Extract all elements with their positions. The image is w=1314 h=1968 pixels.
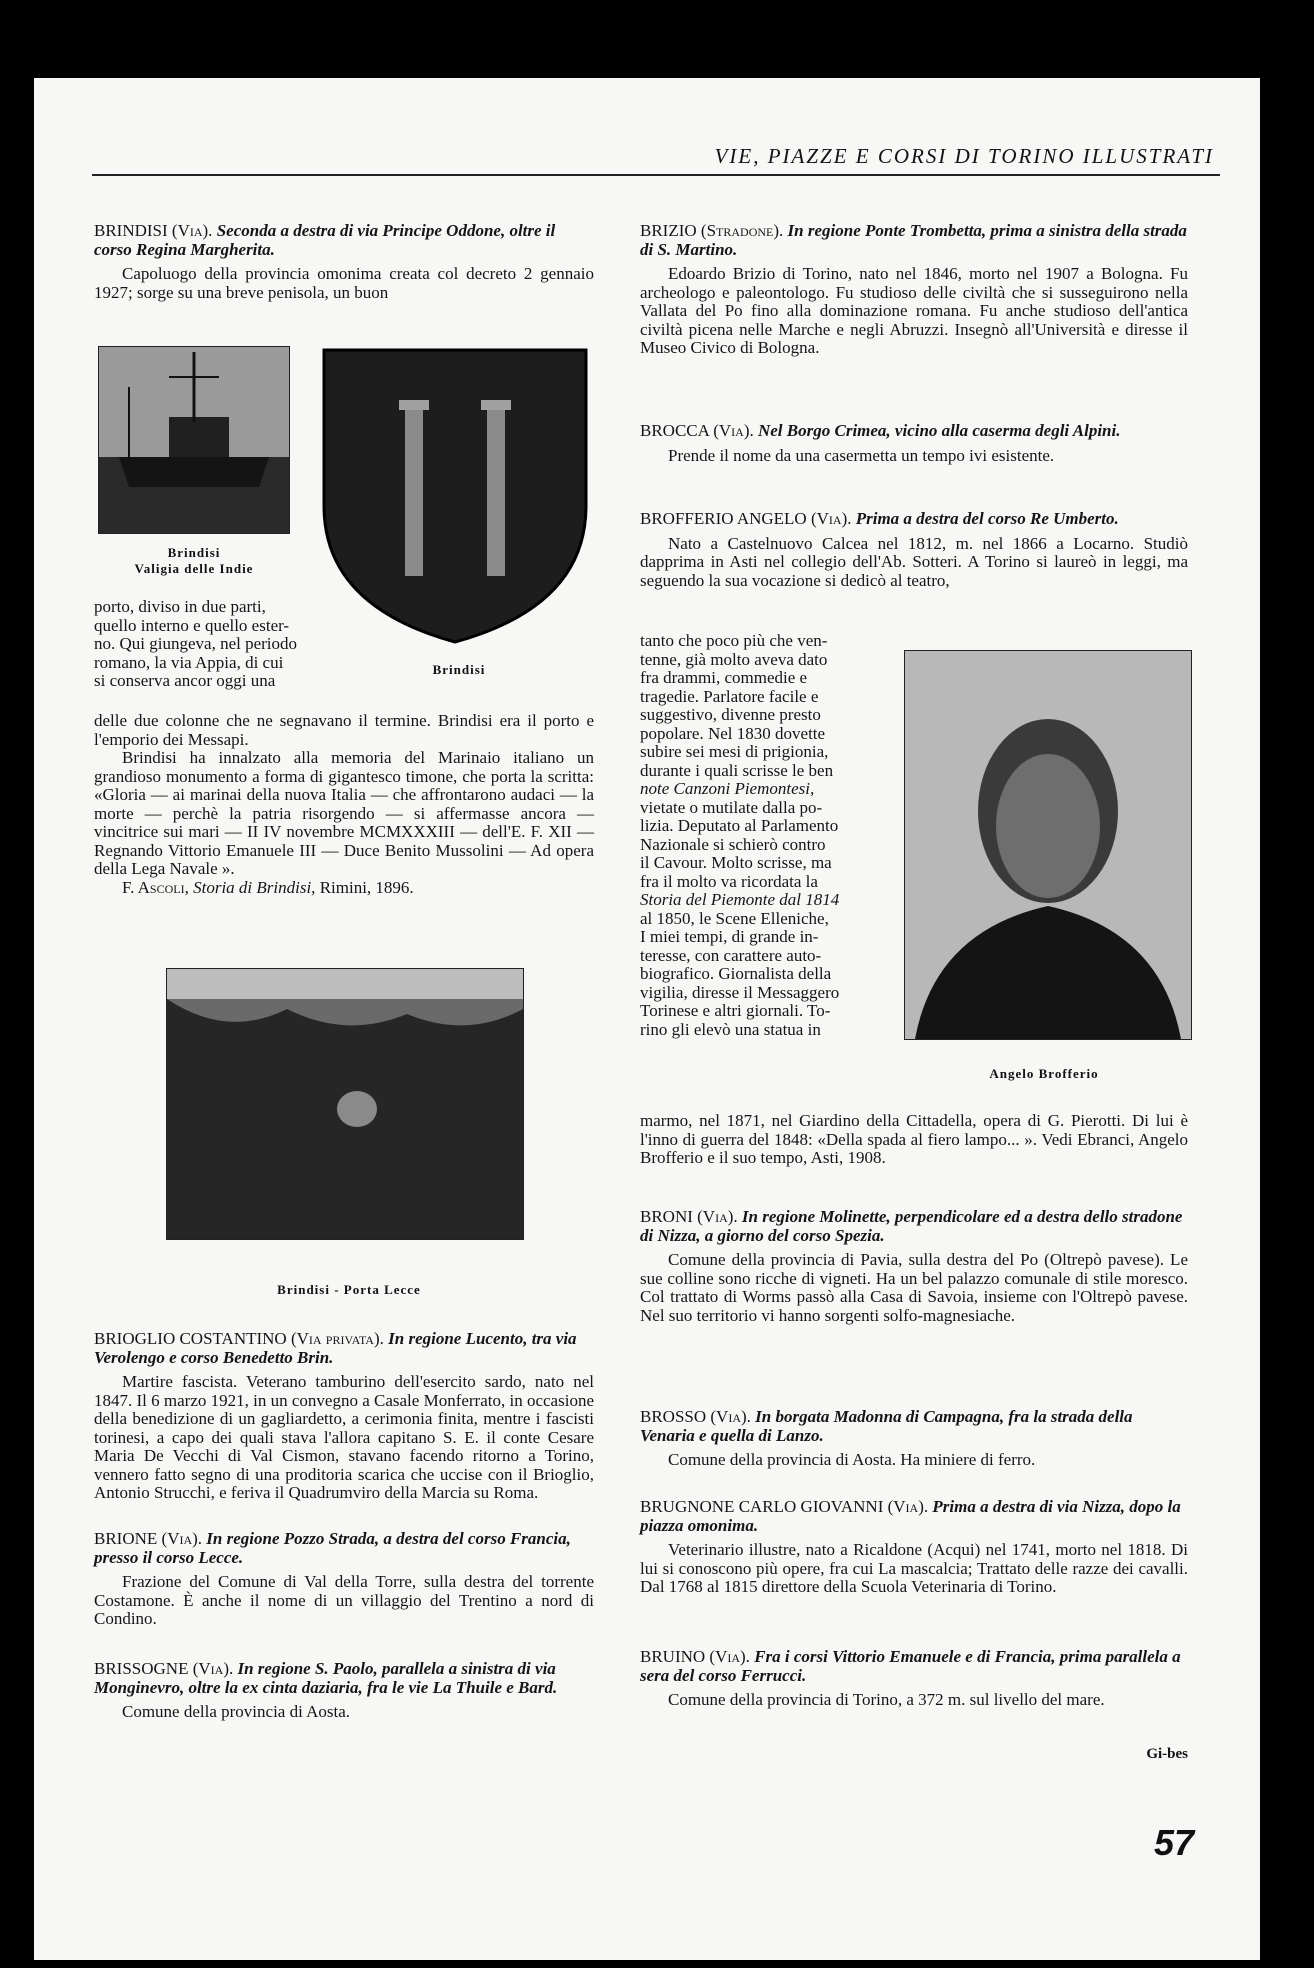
wrap-line: rino gli elevò una statua in xyxy=(640,1019,821,1039)
photo-portrait xyxy=(904,650,1192,1040)
entry-name: BRUINO (Via). xyxy=(640,1647,750,1666)
wrap-line: il Cavour. Molto scrisse, ma xyxy=(640,853,832,872)
caption-ship-line1: Brindisi xyxy=(167,545,221,560)
entry-text: Comune della provincia di Aosta. xyxy=(122,1702,351,1721)
book-page xyxy=(34,78,1260,1960)
wrap-line: subire sei mesi di prigionia, xyxy=(640,742,829,761)
entry-brocca xyxy=(640,422,1188,465)
entry-text: delle due colonne che ne segnavano il termine. Brindisi era il porto e l'emporio dei Messapi. xyxy=(94,711,594,749)
entry-brugnone xyxy=(640,1498,1188,1597)
entry-brofferio-head xyxy=(640,510,1188,590)
entry-location: Seconda a destra di via Principe Oddone, oltre il corso Regina Margherita. xyxy=(94,221,556,259)
wrap-line: si conserva ancor oggi una xyxy=(94,671,276,690)
entry-brissogne xyxy=(94,1660,594,1722)
entry-text: Frazione del Comune di Val della Torre, sulla destra del torrente Costamone. È anche il nome di un villaggio del Trentino a nord di Condino. xyxy=(94,1572,594,1628)
entry-location: In regione Molinette, perpendicolare ed a destra dello stradone di Nizza, a giorno del corso Spezia. xyxy=(640,1207,1183,1245)
wrap-line: teresse, con carattere auto- xyxy=(640,945,822,965)
entry-name: BROSSO (Via). xyxy=(640,1407,751,1426)
entry-location: Fra i corsi Vittorio Emanuele e di Francia, prima parallela a sera del corso Ferrucci. xyxy=(640,1647,1181,1685)
header-rule xyxy=(92,174,1220,176)
entry-name: BRIOGLIO COSTANTINO (Via privata). xyxy=(94,1329,384,1348)
caption-porta-lecce: Brindisi - Porta Lecce xyxy=(277,1282,421,1297)
entry-brizio xyxy=(640,222,1188,358)
entry-bruino xyxy=(640,1648,1188,1710)
portrait-illustration xyxy=(905,651,1191,1039)
bibliography xyxy=(94,879,594,898)
wrap-line: romano, la via Appia, di cui xyxy=(94,652,284,672)
entry-name: BRISSOGNE (Via). xyxy=(94,1659,234,1678)
wrap-line: suggestivo, divenne presto xyxy=(640,705,821,724)
entry-name: BRIONE (Via). xyxy=(94,1529,203,1548)
wrap-line: durante i quali scrisse le ben xyxy=(640,760,834,780)
entry-name: BROCCA (Via). xyxy=(640,421,754,440)
entry-text: Edoardo Brizio di Torino, nato nel 1846, morto nel 1907 a Bologna. Fu archeologo e paleontologo. Fu studioso delle civiltà che si susseguirono nella Vallata del Po fino alla dominazione romana. Fu anche studioso dell'antica civiltà picena nelle Marche e negli Abruzzi. Insegnò all'Università e diresse il Museo Civico di Bologna. xyxy=(640,264,1188,357)
porta-illustration xyxy=(167,969,523,1239)
entry-broni xyxy=(640,1208,1188,1325)
running-head: VIE, PIAZZE E CORSI DI TORINO ILLUSTRATI xyxy=(714,144,1214,168)
entry-location: In regione Pozzo Strada, a destra del corso Francia, presso il corso Lecce. xyxy=(94,1529,571,1567)
wrap-line: porto, diviso in due parti, xyxy=(94,597,266,616)
entry-brindisi-head xyxy=(94,222,594,302)
entry-location: In regione Lucento, tra via Verolengo e corso Benedetto Brin. xyxy=(94,1329,577,1367)
entry-name: BRINDISI (Via). xyxy=(94,221,213,240)
entry-text: Prende il nome da una casermetta un tempo ivi esistente. xyxy=(668,445,1055,465)
wrap-line: I miei tempi, di grande in- xyxy=(640,927,819,946)
page-number: 57 xyxy=(1153,1822,1194,1863)
entry-name: BROFFERIO ANGELO (Via). xyxy=(640,509,852,528)
wrap-line: Nazionale si schierò contro xyxy=(640,834,826,854)
entry-text: Capoluogo della provincia omonima creata col decreto 2 gennaio 1927; sorge su una breve penisola, un buon xyxy=(94,264,594,302)
wrap-line: lizia. Deputato al Parlamento xyxy=(640,816,839,835)
entry-location: In regione S. Paolo, parallela a sinistra di via Monginevro, oltre la ex cinta daziaria, fra le vie La Thuile e Bard. xyxy=(94,1659,558,1697)
entry-name: BRUGNONE CARLO GIOVANNI (Via). xyxy=(640,1497,929,1516)
entry-text: Nato a Castelnuovo Calcea nel 1812, m. nel 1866 a Locarno. Studiò dapprima in Asti nel collegio dell'Ab. Sotteri. A Torino si laureò in leggi, ma seguendo la sua vocazione si dedicò al teatro, xyxy=(640,533,1188,590)
entry-brioglio xyxy=(94,1330,594,1503)
entry-brindisi-wrap xyxy=(94,598,364,691)
wrap-line: Storia del Piemonte dal 1814 xyxy=(640,890,840,909)
entry-brosso xyxy=(640,1408,1188,1470)
entry-text: Comune della provincia di Pavia, sulla destra del Po (Oltrepò pavese). Le sue colline sono ricche di vigneti. Ha un bel palazzo comunale di stile moresco. Col trattato di Worms passò alla Casa di Savoia, insieme con l'Oltrepò pavese. Nel suo territorio vi hanno sorgenti solfo-magnesiache. xyxy=(640,1250,1188,1325)
entry-location: Prima a destra di via Nizza, dopo la piazza omonima. xyxy=(640,1497,1181,1535)
wrap-line: tragedie. Parlatore facile e xyxy=(640,686,819,706)
wrap-line: tenne, già molto aveva dato xyxy=(640,649,828,669)
wrap-line: tanto che poco più che ven- xyxy=(640,631,828,650)
entry-text: Martire fascista. Veterano tamburino dell'esercito sardo, nato nel 1847. Il 6 marzo 1921, in un convegno a Casale Monferrato, in occasione della benedizione di un gagliardetto, a cerimonia finita, mentre i fascisti torinesi, a capo dei quali stava l'allora capitano S. E. il conte Cesare Maria De Vecchi di Val Cismon, stavano facendo ritorno a Torino, vennero fatto segno di una proditoria scarica che uccise con il Brioglio, Antonio Strucchi, e feriva il Quadrumviro della Marcia su Roma. xyxy=(94,1372,594,1502)
caption-portrait: Angelo Brofferio xyxy=(989,1066,1099,1081)
entry-text: Comune della provincia di Torino, a 372 m. sul livello del mare. xyxy=(668,1690,1105,1709)
ref-author: F. Ascoli, xyxy=(122,877,189,897)
entry-name: BRIZIO (Stradone). xyxy=(640,221,784,240)
entry-location: In borgata Madonna di Campagna, fra la strada della Venaria e quella di Lanzo. xyxy=(640,1407,1133,1445)
entry-brofferio-end xyxy=(640,1112,1188,1168)
wrap-line: quello interno e quello ester- xyxy=(94,615,290,635)
entry-brione xyxy=(94,1530,594,1629)
wrap-line: fra il molto va ricordata la xyxy=(640,871,818,891)
wrap-line: vigilia, diresse il Messaggero xyxy=(640,982,840,1002)
wrap-line: al 1850, le Scene Elleniche, xyxy=(640,908,829,928)
wrap-line: fra drammi, commedie e xyxy=(640,668,808,687)
entry-location: Nel Borgo Crimea, vicino alla caserma degli Alpini. xyxy=(757,421,1121,440)
entry-name: BRONI (Via). xyxy=(640,1207,738,1226)
entry-text: Veterinario illustre, nato a Ricaldone (Acqui) nel 1741, morto nel 1818. Di lui si conoscono più opere, fra cui La mascalcia; Trattato delle razze dei cavalli. Dal 1768 al 1815 direttore della Scuola Veterinaria di Torino. xyxy=(640,1540,1188,1596)
wrap-line: vietate o mutilate dalla po- xyxy=(640,797,823,817)
entry-text: Brindisi ha innalzato alla memoria del Marinaio italiano un grandioso monumento a forma di gigantesco timone, che porta la scritta: «Gloria — ai marinai della nuova Italia — che affrontarono audaci — la morte — perchè la patria risorgendo — si affermasse ancora — vincitrice sui mari — II IV novembre MCMXXXIII — dell'E. F. XII — Regnando Vittorio Emanuele III — Duce Benito Mussolini — Ad opera della Lega Navale ». xyxy=(94,748,594,878)
entry-brindisi-body xyxy=(94,712,594,897)
entry-text: marmo, nel 1871, nel Giardino della Cittadella, opera di G. Pierotti. Di lui è l'inno di guerra del 1848: «Della spada al fiero lampo... ». Vedi Ebranci, Angelo Brofferio e il suo tempo, Asti, 1908. xyxy=(640,1111,1188,1167)
caption-ship xyxy=(94,545,294,577)
wrap-line: popolare. Nel 1830 dovette xyxy=(640,723,826,743)
wrap-line: biografico. Giornalista della xyxy=(640,964,832,983)
ref-title: Storia di Brindisi, xyxy=(193,877,316,897)
ship-illustration xyxy=(99,347,289,533)
caption-ship-line2: Valigia delle Indie xyxy=(134,561,254,576)
ref-rest: Rimini, 1896. xyxy=(319,877,414,897)
author-signature: Gi-bes xyxy=(1146,1746,1188,1762)
entry-brofferio-wrap xyxy=(640,632,890,1039)
wrap-line: no. Qui giungeva, nel periodo xyxy=(94,634,298,653)
entry-location: Prima a destra del corso Re Umberto. xyxy=(855,509,1119,528)
caption-shield: Brindisi xyxy=(432,662,486,677)
photo-ship xyxy=(98,346,290,534)
entry-text: Comune della provincia di Aosta. Ha miniere di ferro. xyxy=(668,1450,1036,1469)
wrap-line: Torinese e altri giornali. To- xyxy=(640,1001,831,1020)
entry-location: In regione Ponte Trombetta, prima a sinistra della strada di S. Martino. xyxy=(640,221,1187,259)
wrap-line: note Canzoni Piemontesi, xyxy=(640,779,815,798)
photo-porta-lecce xyxy=(166,968,524,1240)
